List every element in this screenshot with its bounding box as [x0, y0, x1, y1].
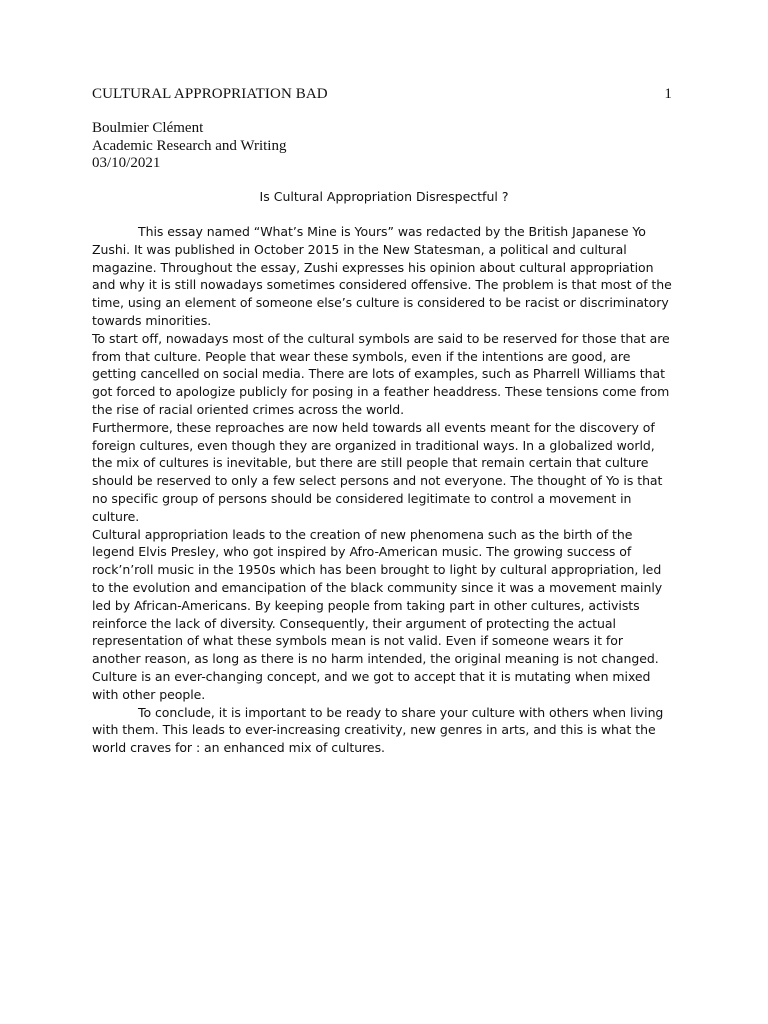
body-line: got forced to apologize publicly for posing in a feather headdress. These tensions come from [92, 384, 670, 400]
essay-date: 03/10/2021 [92, 155, 161, 171]
body-line: to the evolution and emancipation of the black community since it was a movement mainly [92, 579, 663, 595]
body-line: with them. This leads to ever-increasing creativity, new genres in arts, and this is what the [92, 722, 656, 738]
body-line: representation of what these symbols mean is not valid. Even if someone wears it for [92, 633, 623, 649]
body-line: reinforce the lack of diversity. Consequently, their argument of protecting the actual [92, 615, 616, 631]
course-name: Academic Research and Writing [92, 137, 287, 154]
body-line: Zushi. It was published in October 2015 in the New Statesman, a political and cultural [92, 241, 627, 257]
page-number: 1 [664, 86, 672, 102]
body-line: This essay named “What’s Mine is Yours” was redacted by the British Japanese Yo [138, 224, 646, 239]
body-line: towards minorities. [92, 312, 212, 328]
body-line: no specific group of persons should be considered legitimate to control a movement in [92, 490, 632, 506]
body-line: To conclude, it is important to be ready to share your culture with others when living [138, 704, 664, 720]
body-line: and why it is still nowadays sometimes considered offensive. The problem is that most of the [92, 277, 672, 293]
author-heading-block [92, 120, 286, 173]
running-head-title: CULTURAL APPROPRIATION BAD [92, 86, 328, 102]
body-line: Culture is an ever-changing concept, and we got to accept that it is mutating when mixed [92, 668, 651, 684]
body-line: with other people. [92, 686, 206, 702]
body-line: To start off, nowadays most of the cultural symbols are said to be reserved for those that are [92, 330, 670, 346]
body-line: magazine. Throughout the essay, Zushi expresses his opinion about cultural appropriation [92, 259, 654, 275]
body-line: led by African-Americans. By keeping people from taking part in other cultures, activists [92, 597, 640, 613]
body-line: Cultural appropriation leads to the creation of new phenomena such as the birth of the [92, 526, 633, 542]
body-line: the rise of racial oriented crimes across the world. [92, 401, 405, 417]
body-line: the mix of cultures is inevitable, but there are still people that remain certain that culture [92, 455, 649, 471]
body-line: world craves for : an enhanced mix of cultures. [92, 740, 385, 756]
body-line: Furthermore, these reproaches are now held towards all events meant for the discovery of [92, 419, 655, 435]
author-name: Boulmier Clément [92, 120, 204, 136]
essay-title: Is Cultural Appropriation Disrespectful ? [259, 189, 509, 204]
body-line: another reason, as long as there is no harm intended, the original meaning is not changed. [92, 651, 659, 667]
body-line: foreign cultures, even though they are organized in traditional ways. In a globalized world, [92, 437, 655, 453]
body-line: should be reserved to only a few select persons and not everyone. The thought of Yo is that [92, 473, 663, 489]
body-line: legend Elvis Presley, who got inspired by Afro-American music. The growing success of [92, 544, 632, 560]
body-line: culture. [92, 508, 140, 524]
body-line: time, using an element of someone else’s culture is considered to be racist or discriminatory [92, 295, 669, 311]
body-line: rock’n’roll music in the 1950s which has been brought to light by cultural appropriation, led [92, 562, 662, 578]
body-line: getting cancelled on social media. There are lots of examples, such as Pharrell Williams that [92, 366, 665, 382]
body-line: from that culture. People that wear these symbols, even if the intentions are good, are [92, 348, 631, 364]
essay-body [92, 223, 692, 757]
running-head [92, 86, 672, 106]
